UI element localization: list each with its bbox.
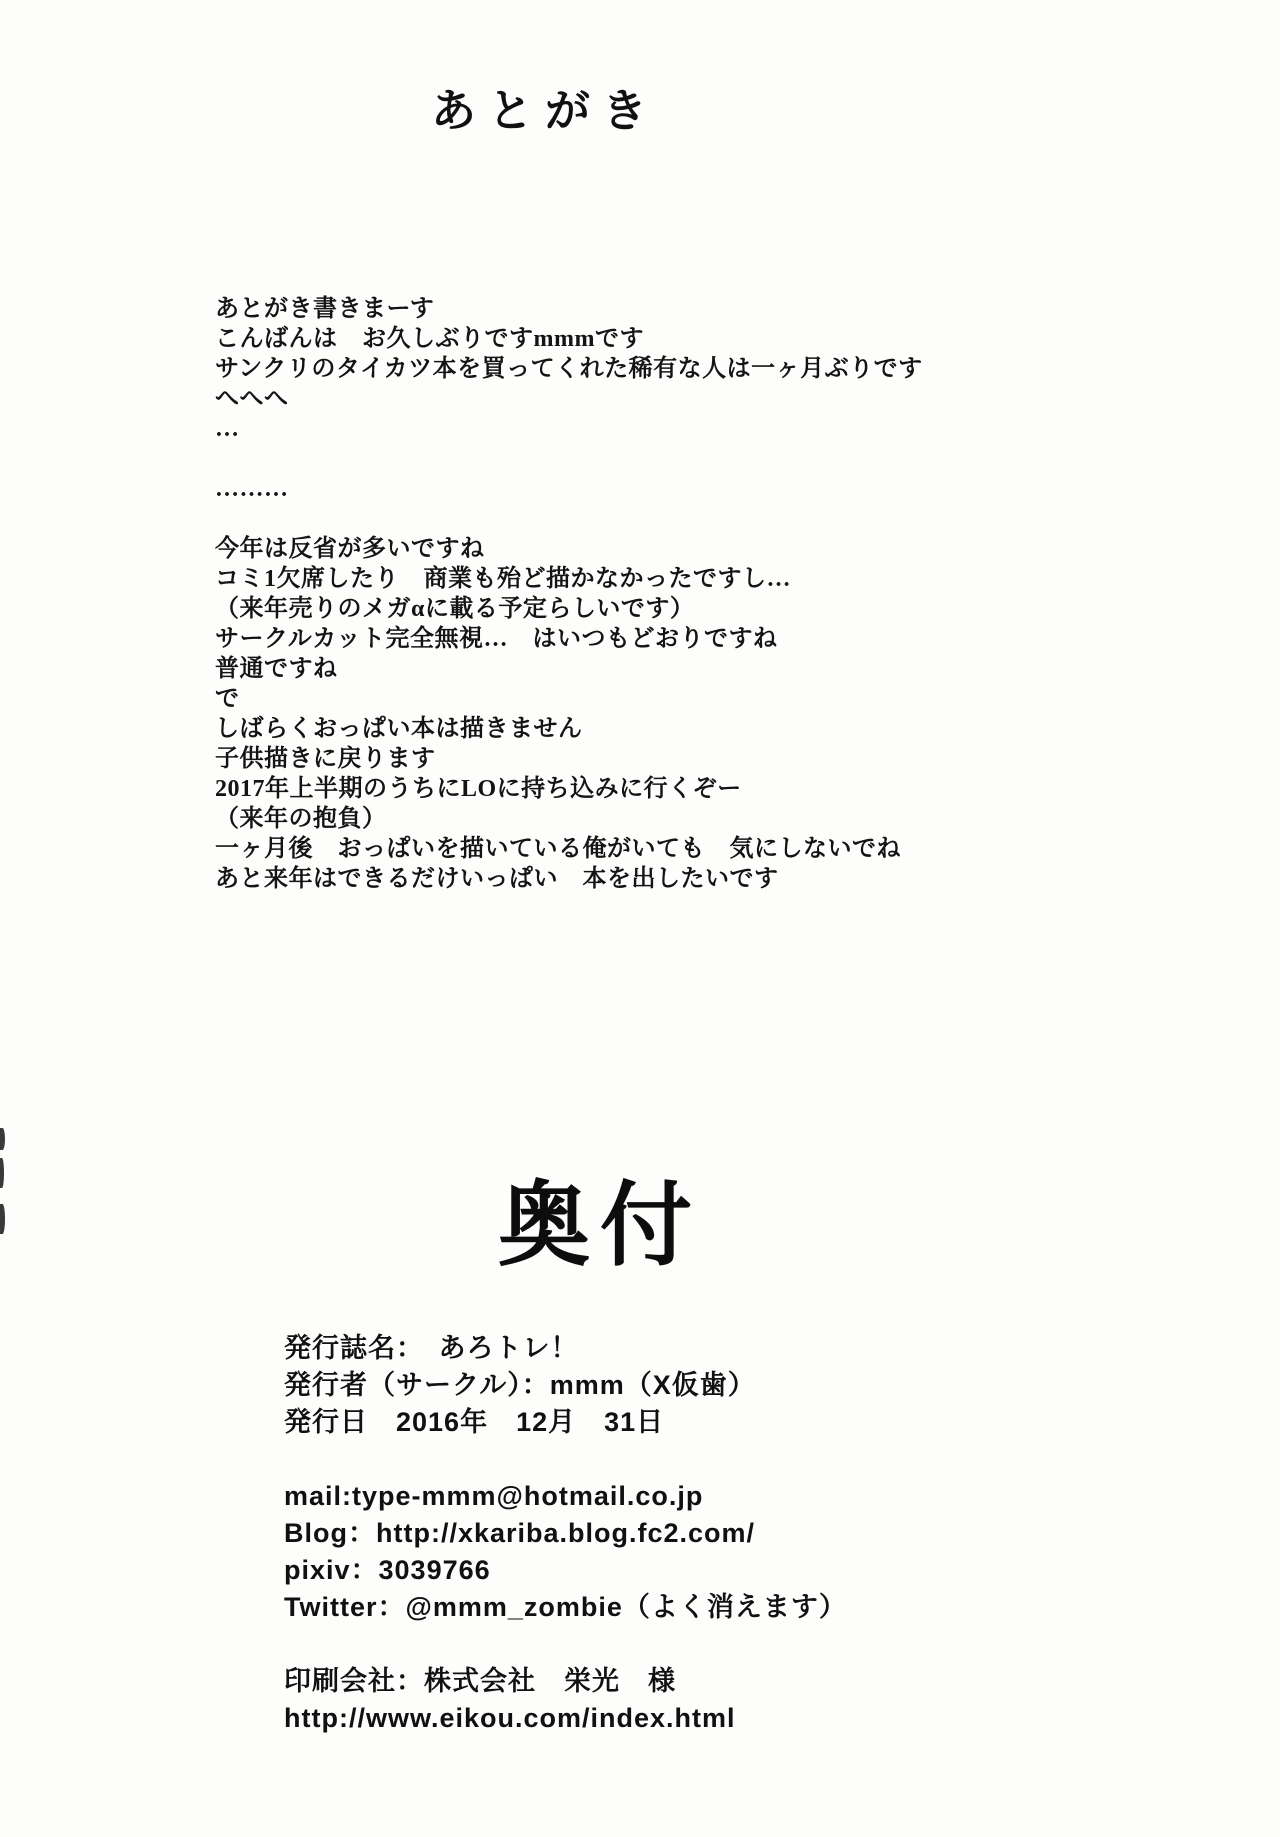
- afterword-text-line: あと来年はできるだけいっぱい 本を出したいです: [215, 866, 779, 892]
- colophon-text-line: [284, 1626, 1164, 1663]
- afterword-text-line: こんばんは お久しぶりですmmmです: [215, 326, 644, 352]
- afterword-text-line: ………: [215, 476, 289, 502]
- afterword-text-line: 今年は反省が多いですね: [215, 536, 485, 562]
- colophon-text-line: 発行日 2016年 12月 31日: [284, 1407, 665, 1437]
- colophon-text-line: 発行者（サークル）：mmm（X仮歯）: [284, 1370, 756, 1400]
- afterword-text-line: [215, 504, 1195, 534]
- colophon-text-line: mail:type-mmm@hotmail.co.jp: [284, 1481, 704, 1511]
- colophon-text-line: Blog：http://xkariba.blog.fc2.com/: [284, 1518, 756, 1548]
- afterword-text-line: しばらくおっぱい本は描きません: [215, 716, 583, 742]
- colophon-title: 奥付: [497, 1175, 702, 1277]
- afterword-text-line: （来年売りのメガαに載る予定らしいです）: [215, 596, 695, 622]
- colophon-text-line: pixiv：3039766: [284, 1555, 491, 1585]
- colophon-text-line: Twitter：@mmm_zombie（よく消えます）: [284, 1592, 847, 1622]
- afterword-text-line: サークルカット完全無視… はいつもどおりですね: [215, 626, 778, 652]
- afterword-text-line: …: [215, 416, 240, 442]
- afterword-text-line: サンクリのタイカツ本を買ってくれた稀有な人は一ヶ月ぶりです: [215, 356, 923, 382]
- colophon-text-line: 発行誌名： あろトレ！: [284, 1333, 579, 1363]
- scan-artifact: [0, 1128, 5, 1150]
- afterword-text-line: コミ1欠席したり 商業も殆ど描かなかったですし…: [215, 566, 791, 592]
- afterword-text-line: 2017年上半期のうちにLOに持ち込みに行くぞー: [215, 776, 742, 802]
- afterword-text-line: あとがき書きまーす: [215, 296, 435, 322]
- afterword-title: あとがき: [430, 86, 659, 136]
- afterword-text-line: へへへ: [215, 386, 289, 412]
- afterword-text-line: で: [215, 686, 240, 712]
- afterword-text-line: （来年の抱負）: [215, 806, 387, 832]
- colophon-text-block: [284, 1330, 1164, 1737]
- colophon-text-line: http://www.eikou.com/index.html: [284, 1703, 736, 1733]
- scan-artifact: [0, 1204, 5, 1234]
- afterword-text-line: 子供描きに戻ります: [215, 746, 436, 772]
- colophon-text-line: [284, 1441, 1164, 1478]
- afterword-text-line: [215, 444, 1195, 474]
- afterword-text-block: [215, 294, 1195, 894]
- afterword-text-line: 一ヶ月後 おっぱいを描いている俺がいても 気にしないでね: [215, 836, 901, 862]
- scan-artifact: [0, 1158, 4, 1188]
- colophon-text-line: 印刷会社：株式会社 栄光 様: [284, 1666, 676, 1696]
- afterword-text-line: 普通ですね: [215, 656, 338, 682]
